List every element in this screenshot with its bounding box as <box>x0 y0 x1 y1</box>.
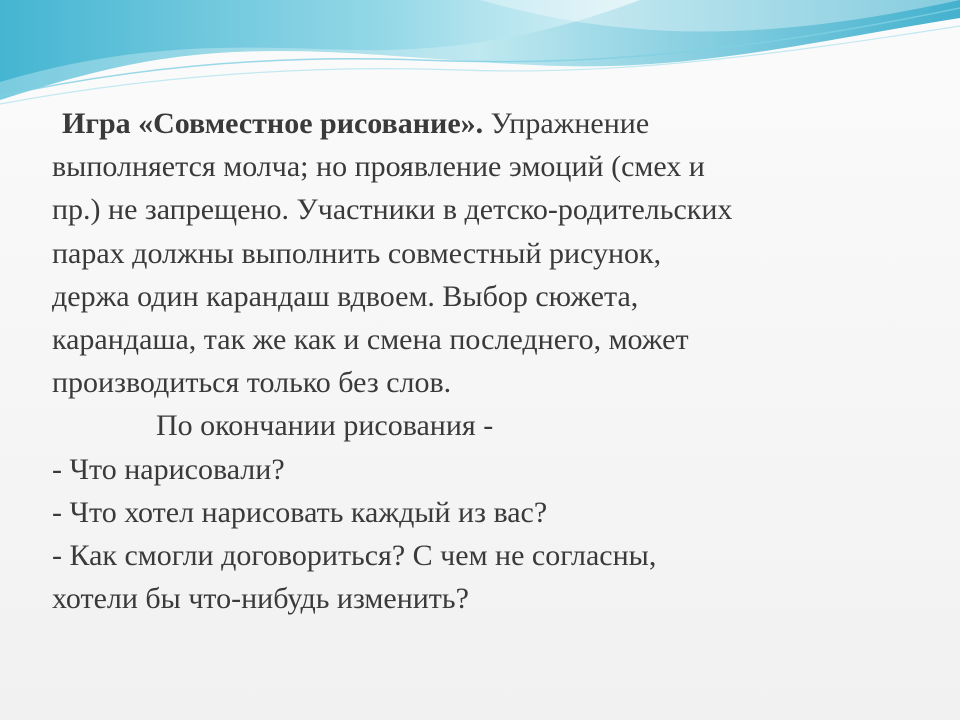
paragraph-first-line <box>52 102 912 145</box>
body-line: держа один карандаш вдвоем. Выбор сюжета, <box>52 279 639 313</box>
question-item: хотели бы что-нибудь изменить? <box>52 582 469 616</box>
question-item: - Что хотел нарисовать каждый из вас? <box>52 495 548 529</box>
body-line: пр.) не запрещено. Участники в детско-родительских <box>52 193 733 227</box>
body-line: выполняется молча; но проявление эмоций (смех и <box>52 150 705 184</box>
body-line: парах должны выполнить совместный рисунок, <box>52 236 662 270</box>
body-line: Упражнение <box>483 107 650 140</box>
discussion-intro: По окончании рисования - <box>156 409 494 443</box>
body-line: карандаша, так же как и смена последнего, может <box>52 323 689 357</box>
game-title: Игра «Совместное рисование». <box>62 107 484 140</box>
question-item: - Что нарисовали? <box>52 452 285 486</box>
question-item: - Как смогли договориться? С чем не согласны, <box>52 539 657 573</box>
body-line: производиться только без слов. <box>52 366 452 400</box>
slide-body-text <box>52 102 912 620</box>
